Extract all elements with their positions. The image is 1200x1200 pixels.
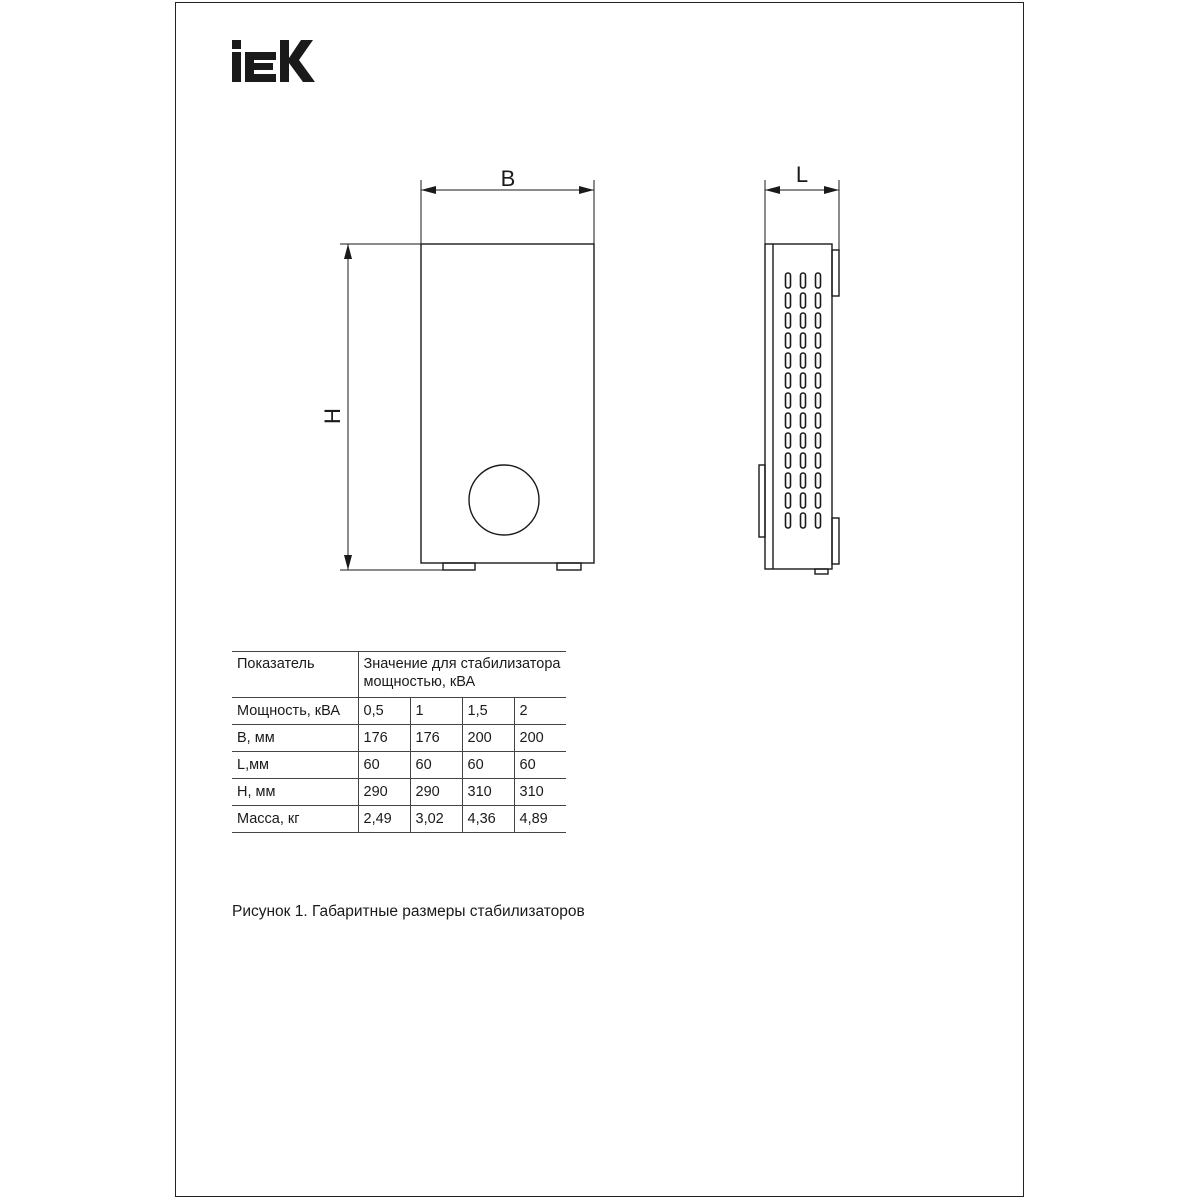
row-parameter-name: Н, мм [232,779,358,806]
row-parameter-name: Мощность, кВА [232,698,358,725]
row-value: 0,5 [358,698,410,725]
row-parameter-name: Масса, кг [232,806,358,833]
row-value: 200 [462,725,514,752]
row-value: 290 [410,779,462,806]
row-value: 4,36 [462,806,514,833]
row-value: 176 [358,725,410,752]
row-value: 2,49 [358,806,410,833]
width-label: B [500,166,516,191]
table-row [232,806,566,833]
header-values [358,652,566,698]
row-parameter-name: В, мм [232,725,358,752]
row-value: 176 [410,725,462,752]
table-row [232,725,566,752]
row-value: 60 [410,752,462,779]
document-sheet [175,2,1024,1197]
header-values-line1: Значение для стабилизатора [363,656,561,672]
row-value: 3,02 [410,806,462,833]
row-value: 2 [514,698,566,725]
row-value: 310 [514,779,566,806]
table-header-row [232,652,566,698]
specification-table [232,651,566,833]
row-value: 1 [410,698,462,725]
row-value: 60 [514,752,566,779]
row-value: 290 [358,779,410,806]
header-parameter: Показатель [232,652,358,698]
table-row [232,779,566,806]
row-value: 1,5 [462,698,514,725]
row-parameter-name: L,мм [232,752,358,779]
figure-caption: Рисунок 1. Габаритные размеры стабилизаторов [232,903,585,920]
table-row [232,752,566,779]
depth-label: L [795,162,809,187]
row-value: 60 [462,752,514,779]
height-label: H [320,408,345,424]
iek-logo [232,38,316,84]
row-value: 4,89 [514,806,566,833]
row-value: 60 [358,752,410,779]
row-value: 310 [462,779,514,806]
header-values-line2: мощностью, кВА [363,674,476,690]
table-row [232,698,566,725]
row-value: 200 [514,725,566,752]
